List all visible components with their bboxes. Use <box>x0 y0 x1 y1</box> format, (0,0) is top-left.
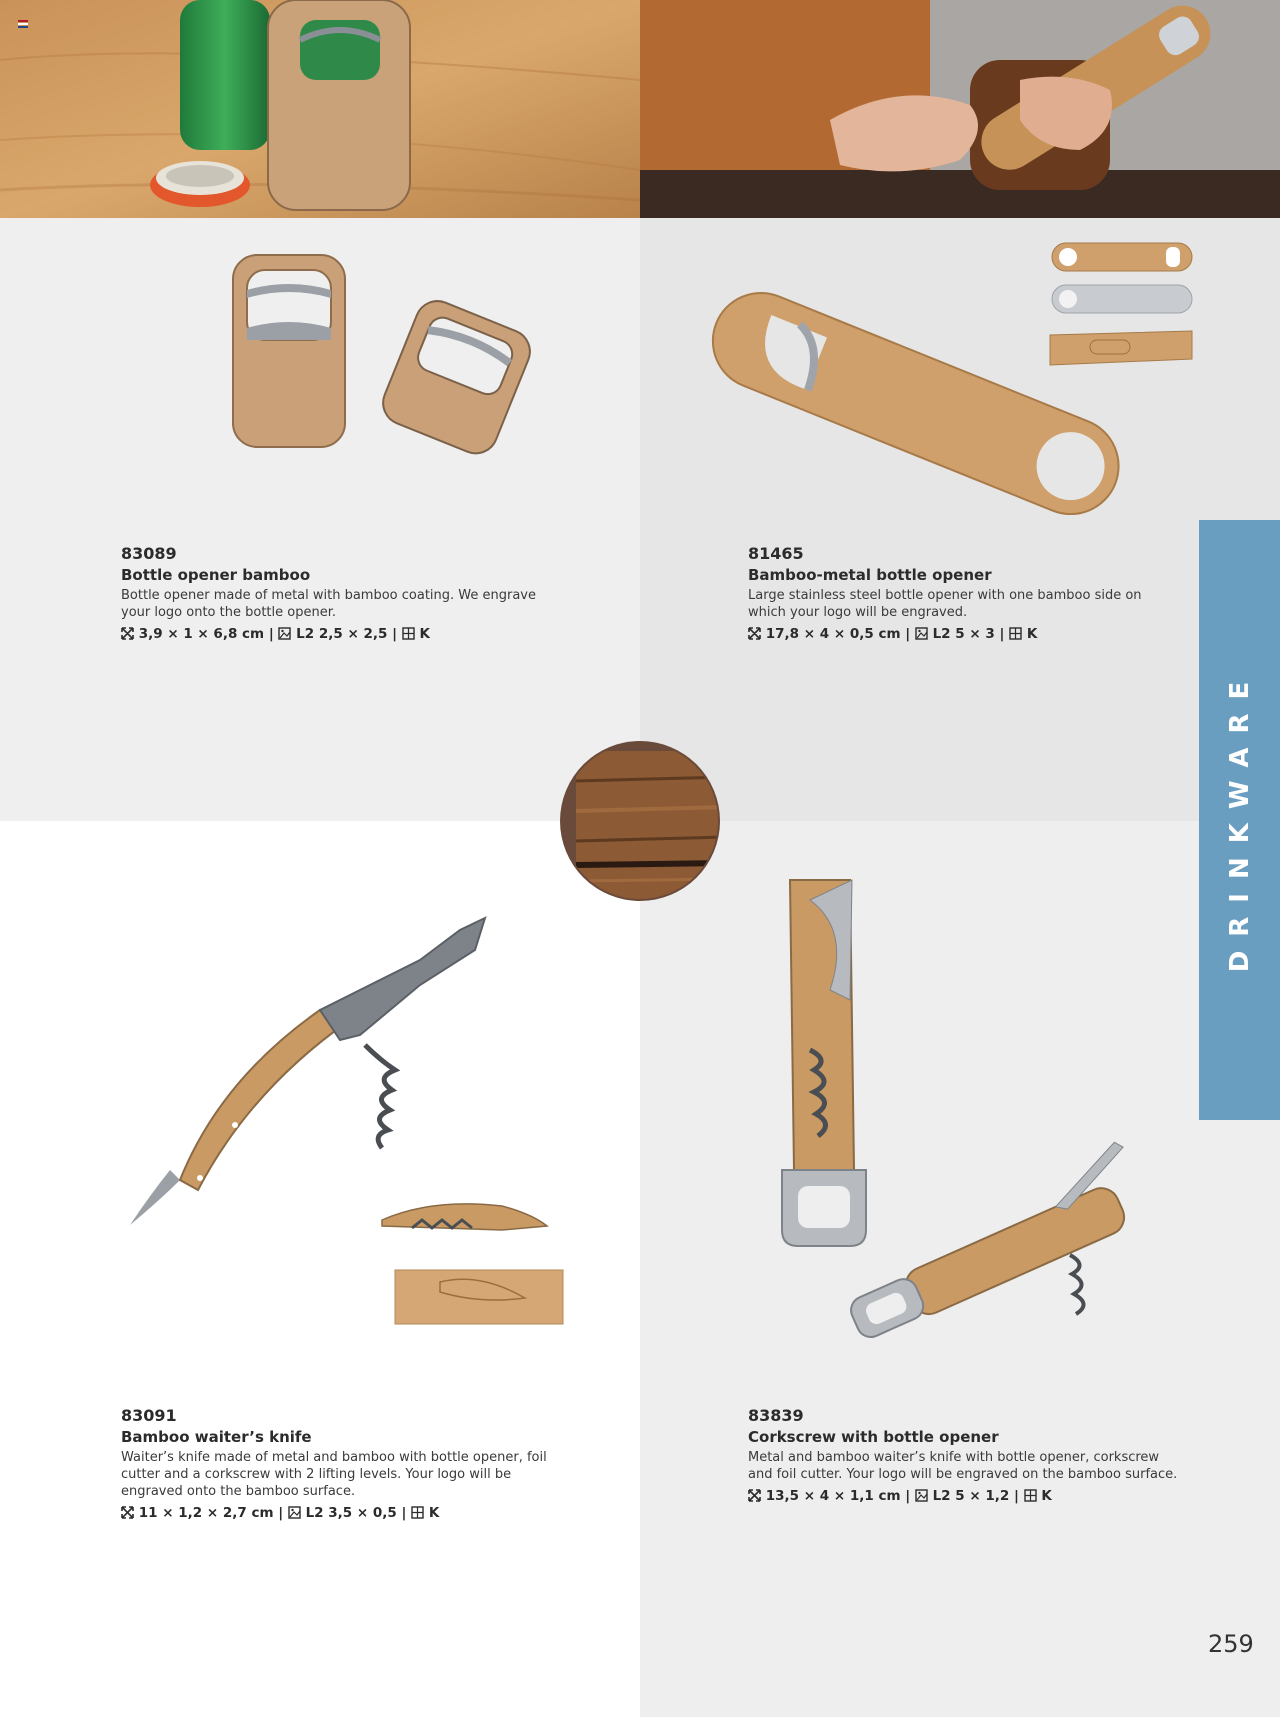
product-83089 <box>121 544 551 645</box>
dimensions-icon <box>748 627 761 640</box>
packaging-icon <box>1009 627 1022 640</box>
lifestyle-photo-hands <box>640 0 1280 218</box>
spec-separator: | <box>401 1505 407 1521</box>
packaging-icon <box>402 627 415 640</box>
product-description: Large stainless steel bottle opener with one bamboo side on which your logo will be engraved. <box>748 588 1142 620</box>
wood-sample-disc <box>560 741 720 901</box>
product-81465 <box>748 544 1178 645</box>
product-description: Waiter’s knife made of metal and bamboo with bottle opener, foil cutter and a corkscrew with 2 lifting levels. Your logo will be engraved onto the bamboo surface. <box>121 1450 547 1499</box>
lifestyle-photo-table <box>0 0 640 218</box>
product-83091 <box>121 1406 551 1524</box>
engraving-value: L2 2,5 × 2,5 <box>296 626 388 642</box>
product-name: Corkscrew with bottle opener <box>748 1428 999 1446</box>
spec-separator: | <box>278 1505 284 1521</box>
product-specs <box>748 623 1178 645</box>
dimensions-value: 13,5 × 4 × 1,1 cm <box>765 1488 901 1504</box>
spec-separator: | <box>268 626 274 642</box>
product-image-83091 <box>120 900 570 1340</box>
product-image-83089 <box>225 250 545 480</box>
page-number: 259 <box>1208 1630 1254 1658</box>
flag-icon <box>18 20 28 27</box>
spec-separator: | <box>905 626 911 642</box>
dimensions-value: 17,8 × 4 × 0,5 cm <box>765 626 901 642</box>
product-description: Bottle opener made of metal with bamboo coating. We engrave your logo onto the bottle opener. <box>121 588 537 620</box>
engraving-icon <box>915 1489 928 1502</box>
dimensions-value: 11 × 1,2 × 2,7 cm <box>138 1505 274 1521</box>
dimensions-icon <box>748 1489 761 1502</box>
spec-separator: | <box>999 626 1005 642</box>
packaging-value: K <box>428 1505 440 1521</box>
product-name: Bamboo-metal bottle opener <box>748 566 992 584</box>
dimensions-icon <box>121 1506 134 1519</box>
engraving-icon <box>915 627 928 640</box>
product-code: 83089 <box>121 544 177 563</box>
product-name: Bamboo waiter’s knife <box>121 1428 312 1446</box>
product-image-83839 <box>770 870 1170 1350</box>
product-code: 81465 <box>748 544 804 563</box>
packaging-icon <box>1024 1489 1037 1502</box>
packaging-icon <box>411 1506 424 1519</box>
category-label: DRINKWARE <box>1224 667 1255 973</box>
spec-separator: | <box>905 1488 911 1504</box>
engraving-icon <box>278 627 291 640</box>
spec-separator: | <box>1013 1488 1019 1504</box>
spec-separator: | <box>392 626 398 642</box>
product-code: 83091 <box>121 1406 177 1425</box>
product-code: 83839 <box>748 1406 804 1425</box>
product-specs <box>121 1502 551 1524</box>
category-side-tab <box>1199 520 1280 1120</box>
product-name: Bottle opener bamboo <box>121 566 311 584</box>
engraving-icon <box>288 1506 301 1519</box>
product-specs <box>748 1485 1178 1507</box>
engraving-value: L2 5 × 1,2 <box>932 1488 1010 1504</box>
packaging-value: K <box>1026 626 1038 642</box>
engraving-value: L2 3,5 × 0,5 <box>305 1505 397 1521</box>
dimensions-value: 3,9 × 1 × 6,8 cm <box>138 626 265 642</box>
product-description: Metal and bamboo waiter’s knife with bottle opener, corkscrew and foil cutter. Your logo will be engraved on the bamboo surface. <box>748 1450 1178 1482</box>
packaging-value: K <box>1041 1488 1052 1504</box>
engraving-value: L2 5 × 3 <box>932 626 995 642</box>
dimensions-icon <box>121 627 134 640</box>
packaging-value: K <box>419 626 430 642</box>
product-specs <box>121 623 551 645</box>
product-83839 <box>748 1406 1178 1507</box>
product-image-81465 <box>700 235 1200 515</box>
